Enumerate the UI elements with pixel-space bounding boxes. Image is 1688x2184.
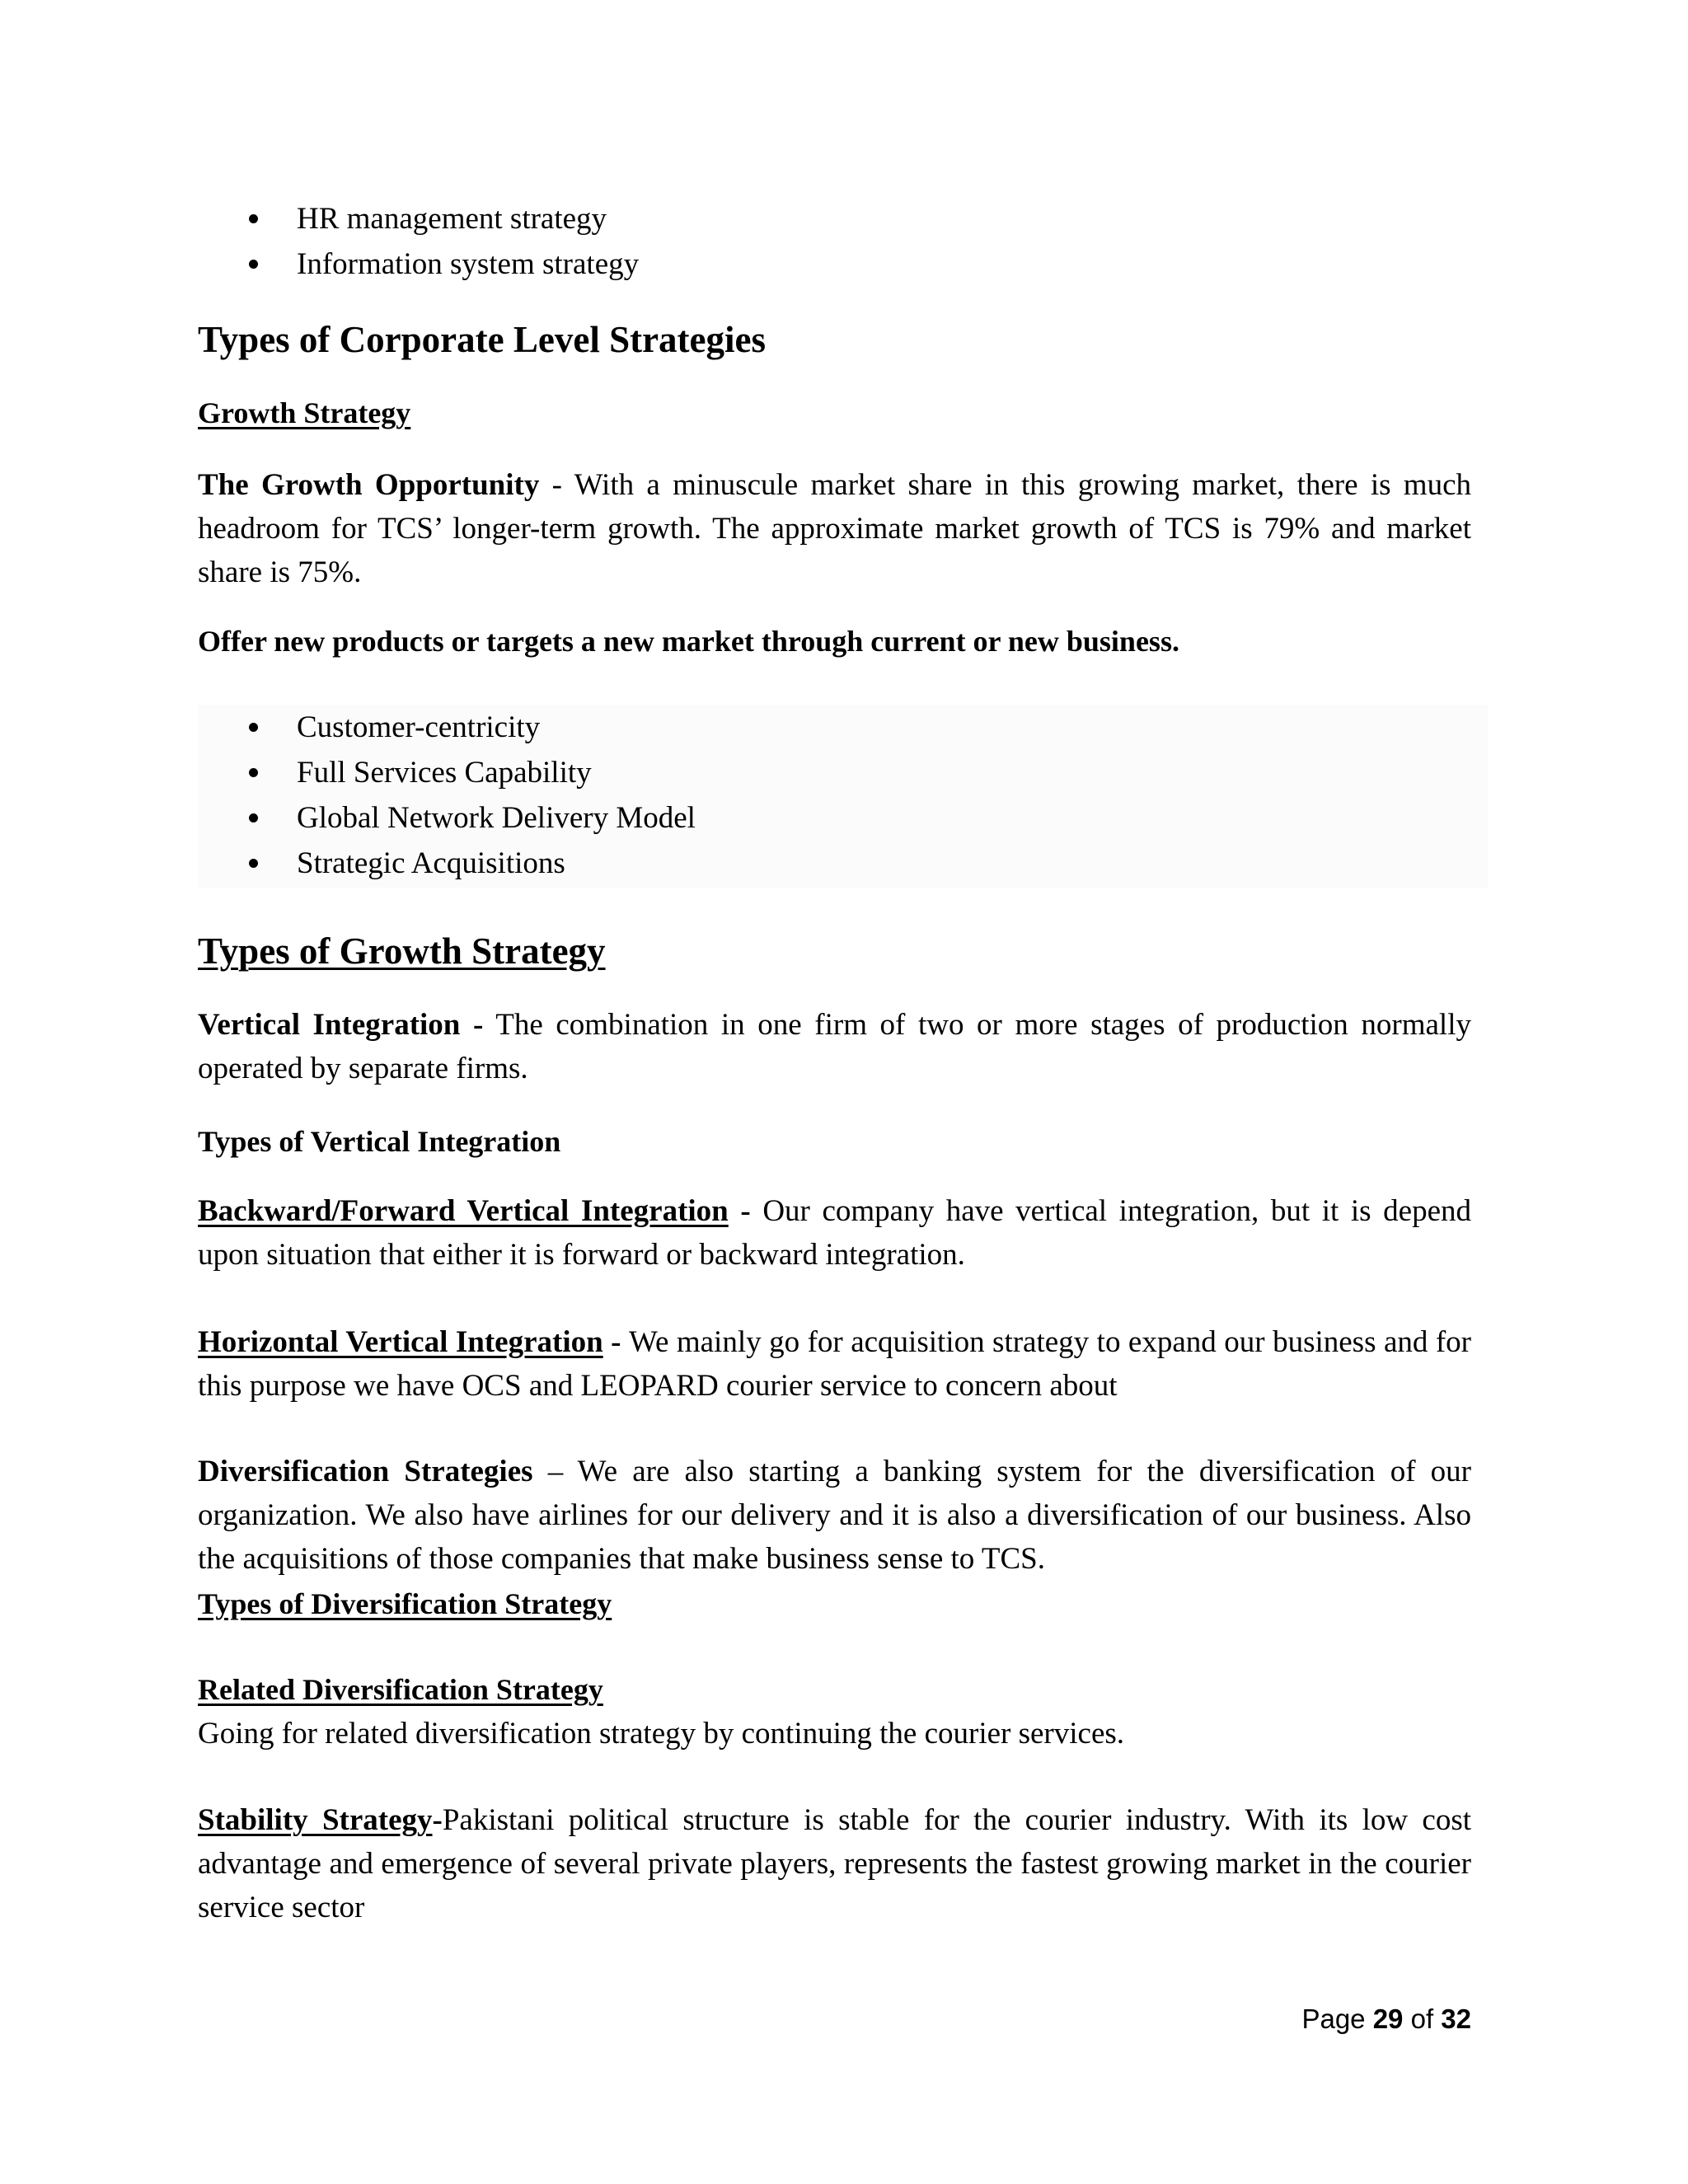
bullet-icon (249, 859, 258, 868)
list-item: Full Services Capability (198, 750, 1471, 795)
bullet-list-strategies (198, 196, 1471, 287)
paragraph-backward-forward: Backward/Forward Vertical Integration - Our company have vertical integration, but it is depend upon situation that either it is forward or backward integration. (198, 1194, 1472, 1272)
paragraph-offer: Offer new products or targets a new market through current or new business. (198, 625, 1179, 658)
label-backward-forward: Backward/Forward Vertical Integration (198, 1194, 729, 1228)
section-heading: Types of Corporate Level Strategies (198, 319, 766, 360)
bullet-icon (249, 813, 258, 823)
label-stability: Stability Strategy (198, 1803, 433, 1837)
bullet-list-capabilities (198, 705, 1471, 886)
paragraph-related-diversification: Going for related diversification strategy by continuing the courier services. (198, 1717, 1125, 1750)
bullet-icon (249, 723, 258, 732)
list-item: Global Network Delivery Model (198, 795, 1471, 841)
bullet-icon (249, 768, 258, 777)
subheading-diversification-types: Types of Diversification Strategy (198, 1587, 612, 1620)
label-horizontal: Horizontal Vertical Integration (198, 1325, 603, 1359)
list-item: HR management strategy (198, 196, 1471, 241)
document-page (198, 0, 1471, 2184)
list-item: Customer-centricity (198, 705, 1471, 750)
total-page-number: 32 (1441, 2004, 1471, 2034)
bullet-icon (249, 260, 258, 269)
paragraph-growth-opportunity: The Growth Opportunity - With a minuscule market share in this growing market, there is much headroom for TCS’ longer-term growth. The approximate market growth of TCS is 79% and market share is 75%. (198, 468, 1471, 589)
current-page-number: 29 (1372, 2004, 1404, 2034)
subheading-vertical-types: Types of Vertical Integration (198, 1125, 561, 1158)
paragraph-vertical-integration: Vertical Integration - The combination in one firm of two or more stages of production normally operated by separate firms. (198, 1008, 1471, 1085)
list-item: Strategic Acquisitions (198, 841, 1471, 886)
shaded-list-block (198, 705, 1488, 888)
subheading-related-diversification: Related Diversification Strategy (198, 1673, 603, 1706)
paragraph-stability: Stability Strategy-Pakistani political structure is stable for the courier industry. With its low cost advantage and emergence of several private players, represents the fastest growing market in the courier service sector (198, 1803, 1471, 1924)
list-item: Information system strategy (198, 241, 1471, 287)
paragraph-horizontal: Horizontal Vertical Integration - We mainly go for acquisition strategy to expand our business and for this purpose we have OCS and LEOPARD courier service to concern about (198, 1325, 1471, 1403)
section-heading-growth-types: Types of Growth Strategy (198, 930, 606, 972)
label-growth-opportunity: The Growth Opportunity (198, 468, 540, 502)
subheading-growth-strategy: Growth Strategy (198, 396, 411, 429)
label-vertical-integration: Vertical Integration - (198, 1008, 484, 1042)
bullet-icon (249, 214, 258, 223)
page-number-footer: Page 29 of 32 (1301, 2004, 1471, 2034)
paragraph-diversification: Diversification Strategies – We are also starting a banking system for the diversification of our organization. We also have airlines for our delivery and it is also a diversification of our business. Also the acquisitions of those companies that make business sense to TCS. (198, 1455, 1471, 1576)
label-diversification: Diversification Strategies (198, 1455, 533, 1488)
